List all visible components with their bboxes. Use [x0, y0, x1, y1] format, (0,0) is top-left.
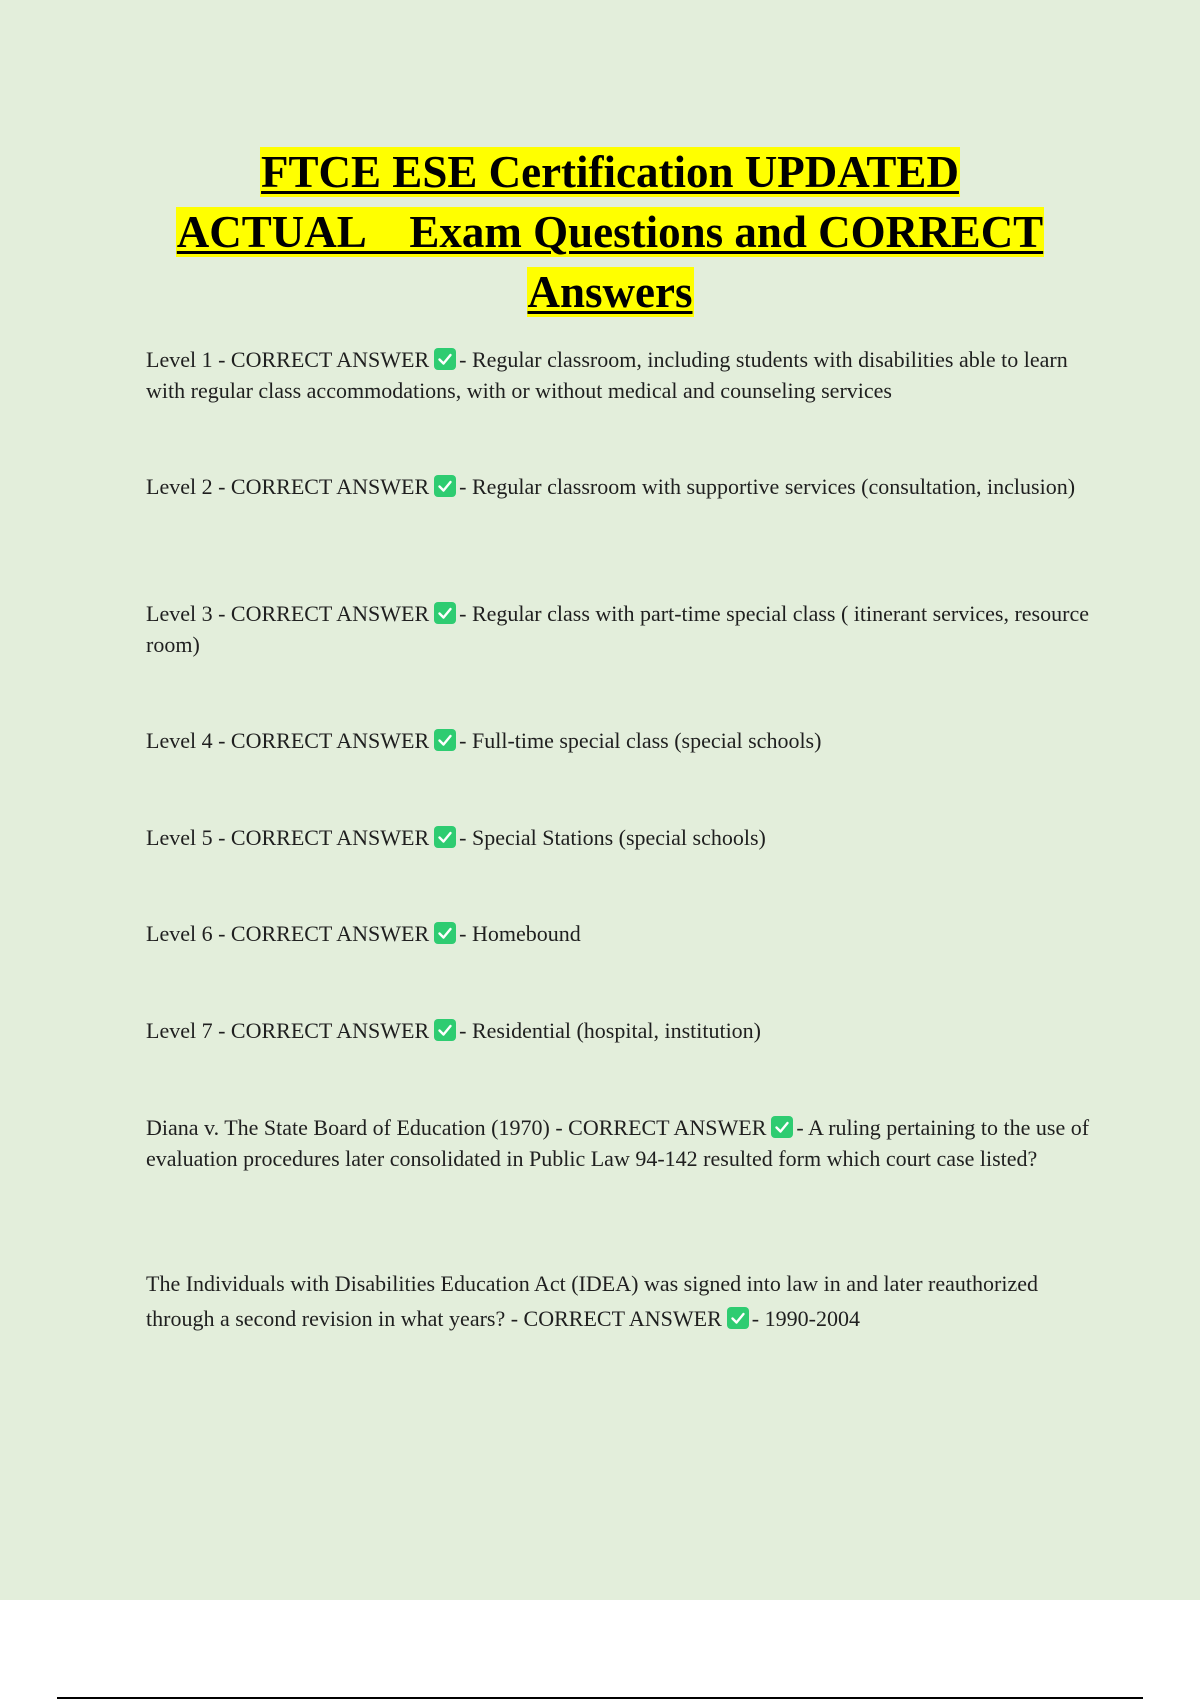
answer-text: - Full-time special class (special schools) — [459, 728, 822, 753]
question-text: Level 6 - CORRECT ANSWER — [146, 921, 430, 946]
question-text: Level 3 - CORRECT ANSWER — [146, 601, 430, 626]
answer-text: - Regular classroom, including students with disabilities able to learn with regular class accommodations, with or without medical and counseling services — [146, 347, 1068, 403]
question-text: Level 7 - CORRECT ANSWER — [146, 1018, 430, 1043]
check-mark-icon — [434, 602, 456, 624]
question-text: Level 5 - CORRECT ANSWER — [146, 825, 430, 850]
qa-item-idea — [146, 1266, 1091, 1336]
answer-text: - A ruling pertaining to the use of evaluation procedures later consolidated in Public Law 94-142 resulted form which court case listed? — [146, 1115, 1090, 1171]
question-text: The Individuals with Disabilities Education Act (IDEA) was signed into law in and later reauthorized through a second revision in what years? - CORRECT ANSWER — [146, 1271, 1038, 1331]
answer-text: - 1990-2004 — [751, 1306, 860, 1331]
qa-item-diana — [146, 1112, 1091, 1174]
question-text: Level 2 - CORRECT ANSWER — [146, 474, 430, 499]
title-line-3: Answers — [527, 267, 693, 317]
answer-text: - Regular class with part-time special class ( itinerant services, resource room) — [146, 601, 1089, 657]
check-mark-icon — [771, 1116, 793, 1138]
footer-divider — [57, 1697, 1143, 1699]
qa-item-level-4 — [146, 725, 1091, 756]
qa-item-level-7 — [146, 1015, 1091, 1046]
qa-item-level-3 — [146, 598, 1091, 660]
check-mark-icon — [434, 348, 456, 370]
answer-text: - Regular classroom with supportive services (consultation, inclusion) — [459, 474, 1076, 499]
check-mark-icon — [434, 922, 456, 944]
question-text: Level 4 - CORRECT ANSWER — [146, 728, 430, 753]
check-mark-icon — [727, 1307, 749, 1329]
check-mark-icon — [434, 729, 456, 751]
answer-text: - Homebound — [459, 921, 581, 946]
title-line-1: FTCE ESE Certification UPDATED — [261, 147, 959, 197]
answer-text: - Special Stations (special schools) — [459, 825, 766, 850]
qa-item-level-6 — [146, 918, 1091, 949]
qa-item-level-1 — [146, 344, 1091, 406]
qa-item-level-5 — [146, 822, 1091, 853]
question-text: Level 1 - CORRECT ANSWER — [146, 347, 430, 372]
question-text: Diana v. The State Board of Education (1970) - CORRECT ANSWER — [146, 1115, 767, 1140]
qa-item-level-2 — [146, 471, 1091, 502]
title-line-2: ACTUAL Exam Questions and CORRECT — [176, 207, 1044, 257]
check-mark-icon — [434, 826, 456, 848]
document-title — [130, 142, 1090, 322]
check-mark-icon — [434, 1019, 456, 1041]
answer-text: - Residential (hospital, institution) — [459, 1018, 762, 1043]
check-mark-icon — [434, 475, 456, 497]
